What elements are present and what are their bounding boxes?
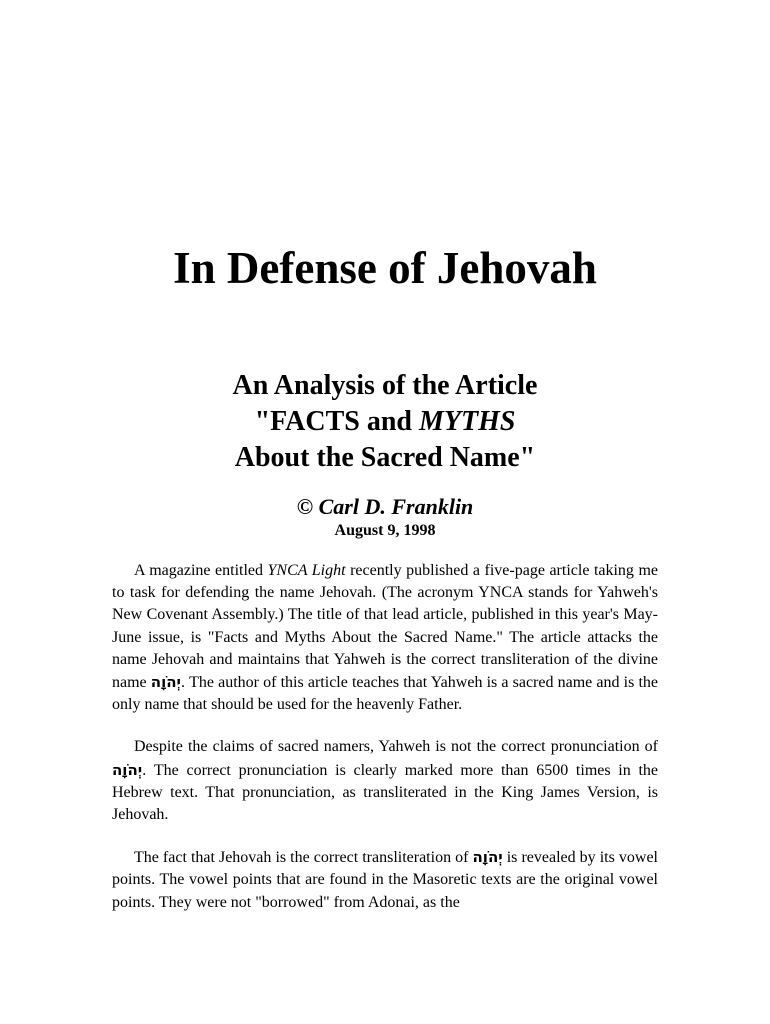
publication-date: August 9, 1998 (334, 522, 436, 539)
paragraph-2 (112, 736, 658, 826)
document-subtitle (0, 368, 770, 476)
document-title: In Defense of Jehovah (173, 243, 597, 293)
hebrew-divine-name: יְהֹוָה (150, 673, 181, 692)
article-body (112, 560, 658, 934)
paragraph-3-text-b: is revealed by its vowel points. The vowel points that are found in the Masoretic texts are the original vowel points. They were not "borrowed" from Adonai, as the (112, 849, 658, 911)
subtitle-line-2-italic: MYTHS (418, 406, 516, 437)
paragraph-3 (112, 846, 658, 914)
paragraph-2-text-a: Despite the claims of sacred namers, Yahweh is not the correct pronunciation of (134, 738, 658, 756)
paragraph-1-text-b: recently published a five-page article taking me to task for defending the name Jehovah. (The acronym YNCA stands for Yahweh's New Covenant Assembly.) The title of that lead article, published in this year's May-June issue, is "Facts and Myths About the Sacred Name." The article attacks the name Jehovah and maintains that Yahweh is the correct transliteration of the divine name (112, 562, 659, 692)
magazine-title: YNCA Light (267, 562, 346, 579)
paragraph-2-text-b: . The correct pronunciation is clearly marked more than 6500 times in the Hebrew text. That pronunciation, as transliterated in the King James Version, is Jehovah. (112, 761, 658, 824)
subtitle-line-1: An Analysis of the Article (232, 370, 538, 401)
author-line: © Carl D. Franklin (296, 494, 474, 519)
subtitle-line-2-prefix: "FACTS and (254, 406, 419, 437)
paragraph-1-text-c: . The author of this article teaches that Yahweh is a sacred name and is the only name that should be used for the heavenly Father. (112, 674, 659, 714)
hebrew-divine-name: יְהֹוָה (112, 760, 143, 779)
hebrew-divine-name: יְהֹוָה (472, 848, 503, 867)
paragraph-1 (112, 560, 658, 716)
subtitle-line-2 (0, 404, 770, 440)
paragraph-1-text-a: A magazine entitled (134, 562, 268, 579)
paragraph-3-text-a: The fact that Jehovah is the correct transliteration of (134, 849, 473, 867)
subtitle-line-3: About the Sacred Name" (234, 442, 536, 473)
